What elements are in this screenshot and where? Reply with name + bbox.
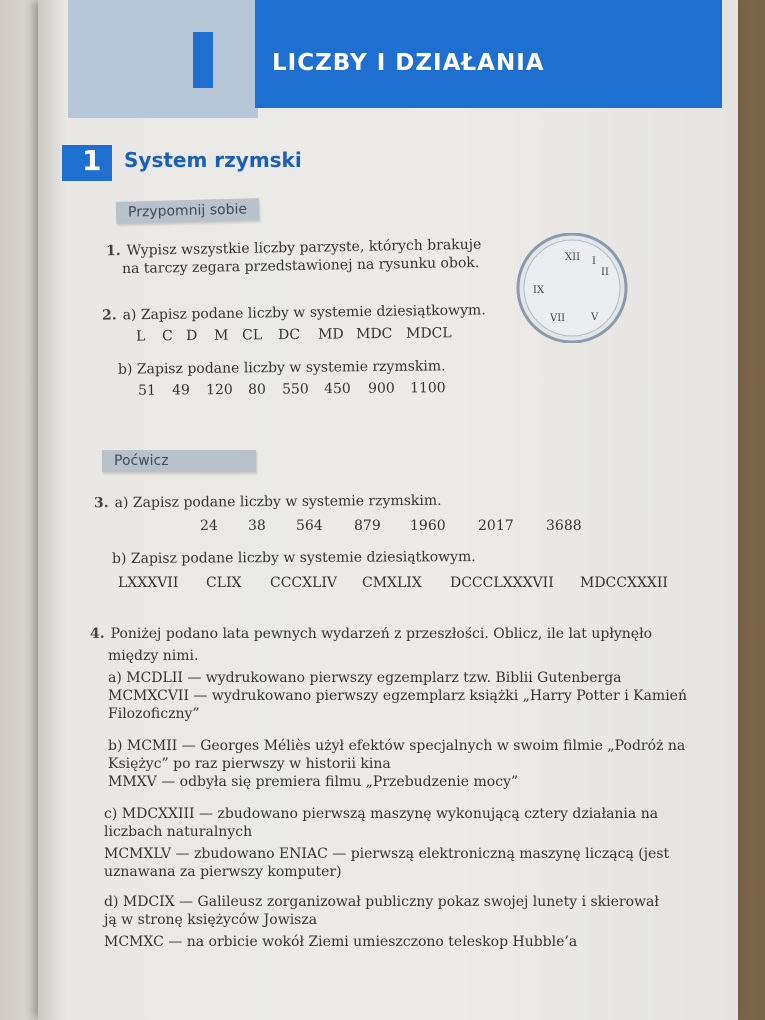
exercise-1-line1: 1. Wypisz wszystkie liczby parzyste, których brakuje — [105, 236, 482, 260]
exercise-3a-text: 3. a) Zapisz podane liczby w systemie rzymskim. — [93, 492, 442, 512]
decimal-value: 879 — [354, 518, 381, 534]
exercise-4-line: b) MCMII — Georges Méliès użył efektów specjalnych w swoim filmie „Podróż na — [108, 738, 686, 754]
exercise-4-line: MCMXC — na orbicie wokół Ziemi umieszczono teleskop Hubble’a — [104, 934, 578, 950]
decimal-value: 38 — [248, 518, 266, 534]
roman-value: CLIX — [206, 575, 242, 591]
exercise-4-intro-line2: między nimi. — [108, 648, 199, 664]
roman-value: LXXXVII — [118, 575, 179, 591]
chapter-number-mark — [193, 32, 213, 88]
exercise-4-line: Filozoficzny” — [108, 706, 200, 722]
section-title: System rzymski — [124, 148, 302, 172]
roman-value: DC — [277, 326, 301, 344]
exercise-4-line: Księżyc” po raz pierwszy w historii kina — [108, 756, 391, 772]
exercise-1-number: 1. — [105, 243, 121, 260]
roman-value: CCCXLIV — [270, 575, 338, 591]
exercise-1-line2: na tarczy zegara przedstawionej na rysunku obok. — [121, 254, 480, 278]
roman-value: C — [161, 328, 173, 345]
decimal-value: 564 — [296, 518, 323, 534]
exercise-3-number: 3. — [93, 495, 109, 512]
clock-label: IX — [533, 285, 545, 296]
decimal-value: 49 — [171, 382, 190, 399]
roman-value: CMXLIX — [362, 575, 422, 591]
decimal-value: 3688 — [546, 518, 582, 534]
roman-value: MDC — [355, 325, 393, 343]
roman-value: M — [213, 327, 229, 344]
exercise-4-line: c) MDCXXIII — zbudowano pierwszą maszynę wykonującą cztery działania na — [104, 806, 659, 822]
roman-value: MDCL — [405, 325, 452, 342]
exercise-4-line: d) MDCIX — Galileusz zorganizował publiczny pokaz swojej lunety i skierował — [104, 894, 659, 910]
section-number: 1 — [82, 144, 102, 177]
decimal-value: 1100 — [409, 380, 446, 397]
exercise-2b-text: b) Zapisz podane liczby w systemie rzymskim. — [117, 358, 446, 378]
decimal-value: 51 — [137, 382, 156, 399]
clock-label: II — [601, 267, 609, 278]
exercise-3b-text: b) Zapisz podane liczby w systemie dziesiątkowym. — [111, 549, 476, 567]
exercise-4-line: liczbach naturalnych — [104, 824, 253, 840]
clock-label: V — [591, 312, 599, 323]
decimal-value: 450 — [323, 380, 351, 398]
practice-tag: Poćwicz — [102, 450, 256, 472]
decimal-value: 1960 — [410, 518, 446, 534]
exercise-4-line: ją w stronę księżyców Jowisza — [104, 912, 318, 928]
roman-value: D — [185, 327, 198, 345]
clock-label: VII — [550, 313, 566, 324]
exercise-2a-text: 2. a) Zapisz podane liczby w systemie dziesiątkowym. — [101, 302, 486, 324]
exercise-4-line: MCMXLV — zbudowano ENIAC — pierwszą elektroniczną maszynę liczącą (jest — [104, 846, 670, 862]
roman-value: CL — [241, 327, 263, 344]
remind-tag: Przypomnij sobie — [116, 198, 260, 224]
exercise-2-number: 2. — [101, 307, 117, 324]
decimal-value: 24 — [200, 518, 218, 534]
exercise-4-number: 4. — [90, 626, 105, 642]
decimal-value: 80 — [247, 381, 266, 398]
chapter-header-light-band — [68, 0, 258, 118]
exercise-4-line: MMXV — odbyła się premiera filmu „Przebudzenie mocy” — [108, 774, 519, 790]
exercise-4-intro-line1: 4. Poniżej podano lata pewnych wydarzeń z przeszłości. Oblicz, ile lat upłynęło — [90, 626, 653, 642]
decimal-value: 120 — [205, 381, 233, 399]
roman-value: MD — [317, 326, 344, 343]
chapter-title: LICZBY I DZIAŁANIA — [272, 50, 545, 76]
decimal-value: 550 — [281, 381, 309, 398]
decimal-value: 900 — [367, 380, 395, 397]
clock-label: I — [592, 256, 596, 267]
exercise-4-line: MCMXCVII — wydrukowano pierwszy egzemplarz książki „Harry Potter i Kamień — [108, 688, 687, 704]
exercise-4-line: uznawana za pierwszy komputer) — [104, 864, 342, 880]
roman-value: MDCCXXXII — [580, 575, 668, 591]
roman-value: L — [135, 328, 146, 345]
decimal-value: 2017 — [478, 518, 514, 534]
roman-value: DCCCLXXXVII — [450, 575, 554, 591]
clock-label: XII — [565, 252, 581, 263]
clock-face-figure — [513, 233, 631, 343]
exercise-4-line: a) MCDLII — wydrukowano pierwszy egzemplarz tzw. Biblii Gutenberga — [108, 670, 622, 686]
